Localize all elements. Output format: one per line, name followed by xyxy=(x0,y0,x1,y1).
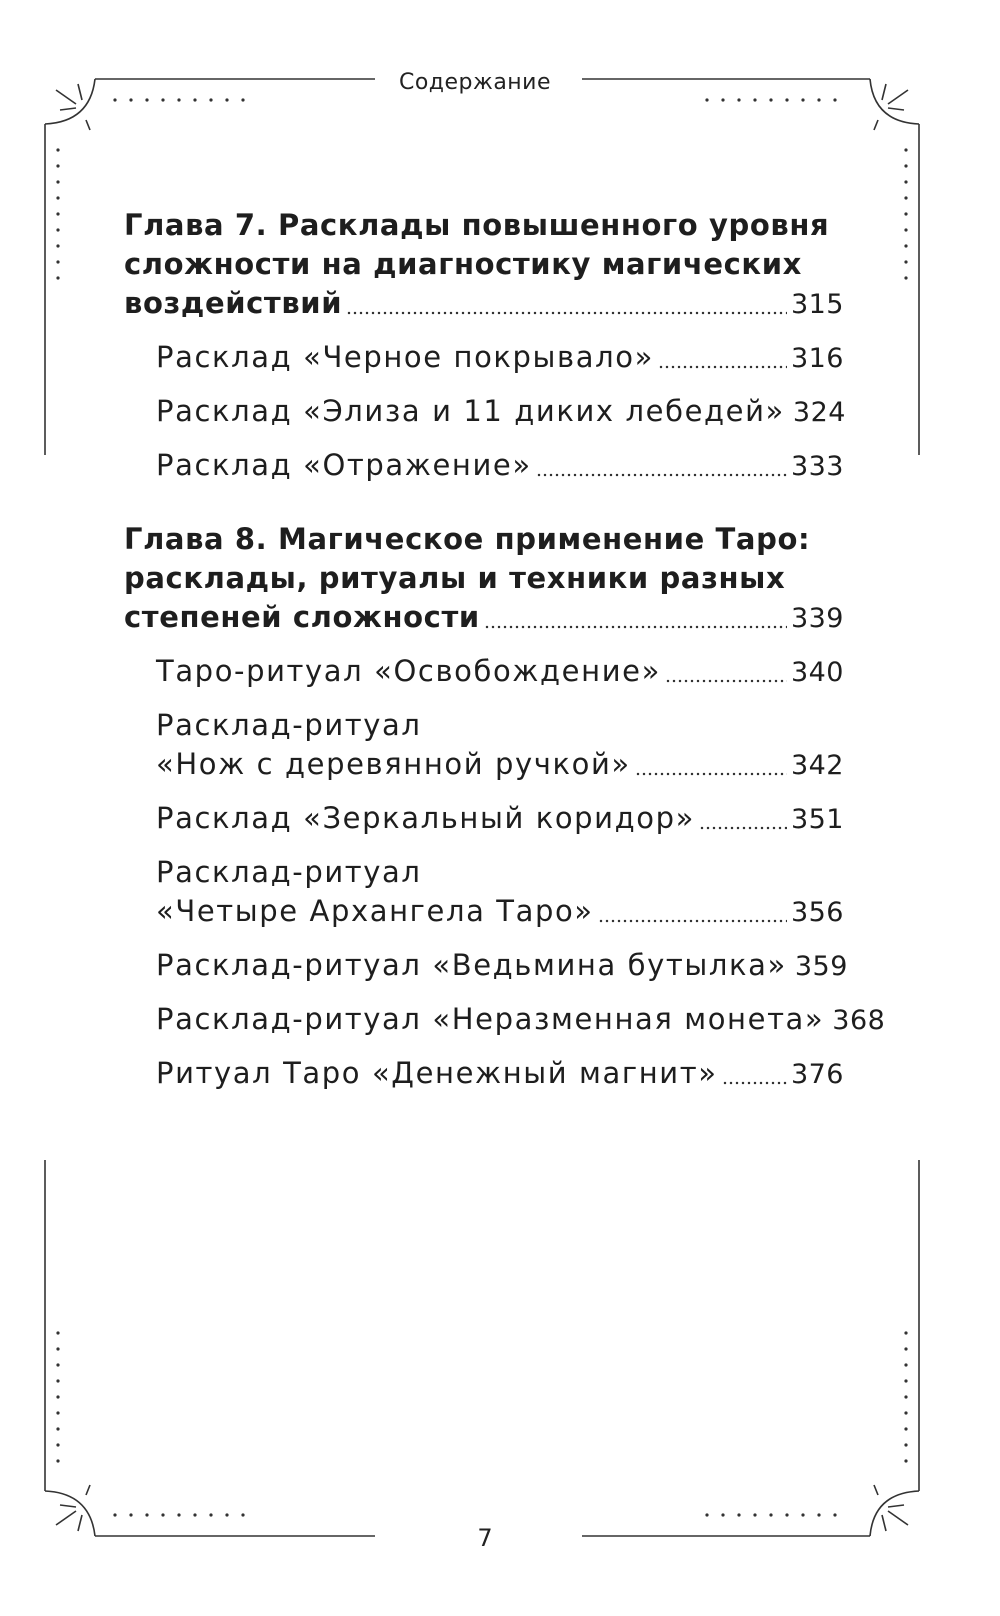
dot-leader xyxy=(484,625,787,629)
toc-entry[interactable] xyxy=(156,853,844,932)
chapter-title-line: сложности на диагностику магических xyxy=(124,247,802,281)
toc-entry[interactable] xyxy=(156,392,844,432)
toc-entry[interactable] xyxy=(156,706,844,785)
chapter-block xyxy=(124,520,886,1094)
chapter-title-line: Глава 8. Магическое применение Таро: xyxy=(124,522,811,556)
toc-entry-line-text: Расклад «Зеркальный коридор» xyxy=(156,801,695,835)
chapter-title-line: Глава 7. Расклады повышенного уровня xyxy=(124,208,830,242)
chapter-block xyxy=(124,206,844,486)
chapter-title-line: расклады, ритуалы и техники разных xyxy=(124,561,786,595)
toc-entry-line: Расклад-ритуал xyxy=(156,855,422,889)
page-ref: 339 xyxy=(790,603,844,634)
dot-leader xyxy=(598,919,787,923)
chapter-title-line-text: воздействий xyxy=(124,286,343,320)
dot-leader xyxy=(536,473,787,477)
toc-entry[interactable] xyxy=(156,338,844,378)
dot-leader xyxy=(722,1081,787,1085)
toc-entry-line-text: Расклад «Черное покрывало» xyxy=(156,340,654,374)
toc-entry[interactable] xyxy=(156,799,844,839)
toc-entry-line-text: Расклад «Элиза и 11 диких лебедей» xyxy=(156,394,785,428)
dot-leader xyxy=(699,826,787,830)
chapter-title[interactable] xyxy=(124,206,844,324)
toc-entry-line-text: Расклад-ритуал «Ведьмина бутылка» xyxy=(156,948,787,982)
page-ref: 315 xyxy=(790,289,844,320)
page-ref: 342 xyxy=(790,750,844,781)
dot-leader xyxy=(665,679,787,683)
dot-leader xyxy=(658,365,787,369)
toc-entry[interactable] xyxy=(156,1054,844,1094)
toc-entry[interactable] xyxy=(156,446,844,486)
toc-entry-line-text: «Четыре Архангела Таро» xyxy=(156,894,594,928)
page-ref: 324 xyxy=(792,397,846,428)
running-head: Содержание xyxy=(398,70,552,95)
page-ref: 333 xyxy=(790,451,844,482)
toc-entry-line-text: «Нож с деревянной ручкой» xyxy=(156,747,631,781)
page-ref: 356 xyxy=(790,897,844,928)
toc-entry-line-text: Ритуал Таро «Денежный магнит» xyxy=(156,1056,718,1090)
toc-entry[interactable] xyxy=(156,652,844,692)
page-number: 7 xyxy=(477,1524,493,1552)
dot-leader xyxy=(346,311,787,315)
dot-leader xyxy=(635,772,787,776)
toc-entry[interactable] xyxy=(156,1000,886,1040)
toc-entry[interactable] xyxy=(156,946,848,986)
chapter-title-line-text: степеней сложности xyxy=(124,600,480,634)
toc-entry-line-text: Расклад «Отражение» xyxy=(156,448,532,482)
page-ref: 316 xyxy=(790,343,844,374)
chapter-title[interactable] xyxy=(124,520,844,638)
toc-entry-line: Расклад-ритуал xyxy=(156,708,422,742)
page-ref: 376 xyxy=(790,1059,844,1090)
page-ref: 359 xyxy=(794,951,848,982)
toc-entry-line-text: Расклад-ритуал «Неразменная монета» xyxy=(156,1002,825,1036)
page-ref: 368 xyxy=(832,1005,886,1036)
page-ref: 351 xyxy=(790,804,844,835)
toc-entry-line-text: Таро-ритуал «Освобождение» xyxy=(156,654,661,688)
page-ref: 340 xyxy=(790,657,844,688)
